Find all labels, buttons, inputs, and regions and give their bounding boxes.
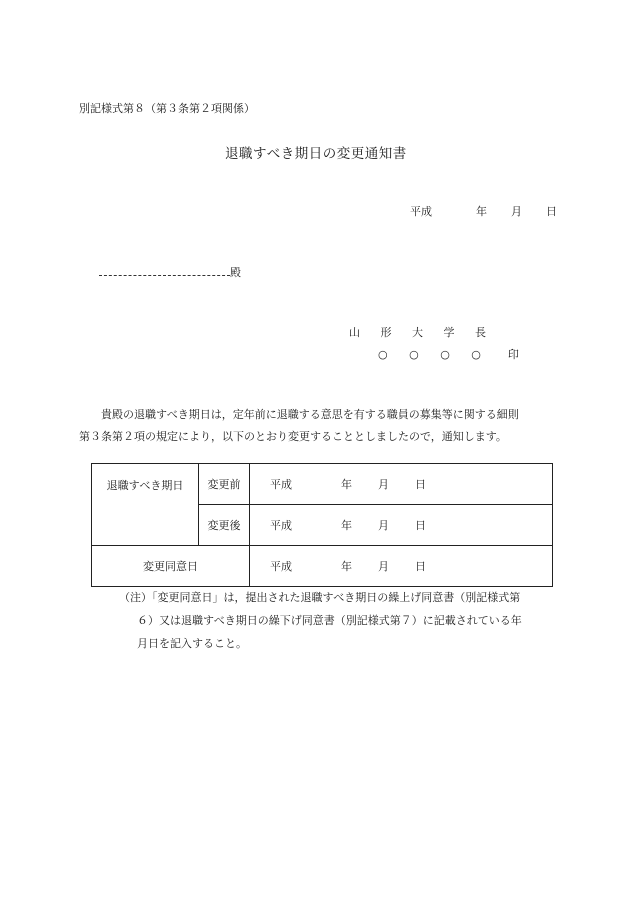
body-paragraph bbox=[79, 404, 559, 448]
after-date-cell[interactable] bbox=[250, 505, 553, 546]
addressee-suffix: 殿 bbox=[230, 266, 241, 279]
after-era: 平成 bbox=[270, 519, 292, 532]
date-day: 日 bbox=[546, 205, 557, 218]
after-day: 日 bbox=[415, 519, 426, 532]
after-month: 月 bbox=[378, 519, 389, 532]
before-era: 平成 bbox=[270, 478, 292, 491]
addressee-line bbox=[99, 264, 241, 280]
date-change-table bbox=[91, 463, 553, 587]
before-date-cell[interactable] bbox=[250, 464, 553, 505]
before-month: 月 bbox=[378, 478, 389, 491]
before-year: 年 bbox=[341, 478, 352, 491]
after-label: 変更後 bbox=[199, 505, 250, 546]
note-line-2: ６）又は退職すべき期日の繰下げ同意書（別記様式第７）に記載されている年 bbox=[137, 614, 522, 627]
issuer-placeholder-name: ○ ○ ○ ○ bbox=[378, 348, 490, 361]
after-year: 年 bbox=[341, 519, 352, 532]
note-line-1: （注）「変更同意日」は，提出された退職すべき期日の繰上げ同意書（別記様式第 bbox=[119, 591, 521, 604]
agree-month: 月 bbox=[378, 560, 389, 573]
table-row-agree bbox=[92, 546, 553, 587]
seal-mark: 印 bbox=[507, 348, 519, 361]
issuer-seal-line bbox=[378, 346, 519, 362]
before-day: 日 bbox=[415, 478, 426, 491]
agree-label: 変更同意日 bbox=[92, 546, 250, 587]
agree-day: 日 bbox=[415, 560, 426, 573]
retirement-date-label-cell bbox=[92, 464, 199, 546]
document-title: 退職すべき期日の変更通知書 bbox=[225, 146, 407, 162]
retirement-date-label: 退職すべき期日 bbox=[106, 479, 184, 492]
footnote bbox=[119, 586, 559, 655]
body-line-2: 第３条第２項の規定により，以下のとおり変更することとしましたので，通知します。 bbox=[79, 430, 507, 443]
form-reference: 別記様式第８（第３条第２項関係） bbox=[79, 102, 255, 115]
addressee-blank[interactable] bbox=[99, 265, 230, 276]
agree-era: 平成 bbox=[270, 560, 292, 573]
date-era: 平成 bbox=[410, 205, 432, 218]
body-line-1: 貴殿の退職すべき期日は，定年前に退職する意思を有する職員の募集等に関する細則 bbox=[101, 408, 519, 421]
before-label: 変更前 bbox=[199, 464, 250, 505]
date-year: 年 bbox=[476, 205, 487, 218]
issue-date-line bbox=[410, 203, 557, 219]
agree-year: 年 bbox=[341, 560, 352, 573]
table-row-before bbox=[92, 464, 553, 505]
agree-date-cell[interactable] bbox=[250, 546, 553, 587]
issuer-name: 山 形 大 学 長 bbox=[349, 326, 495, 339]
note-line-3: 月日を記入すること。 bbox=[137, 637, 247, 650]
date-month: 月 bbox=[511, 205, 522, 218]
